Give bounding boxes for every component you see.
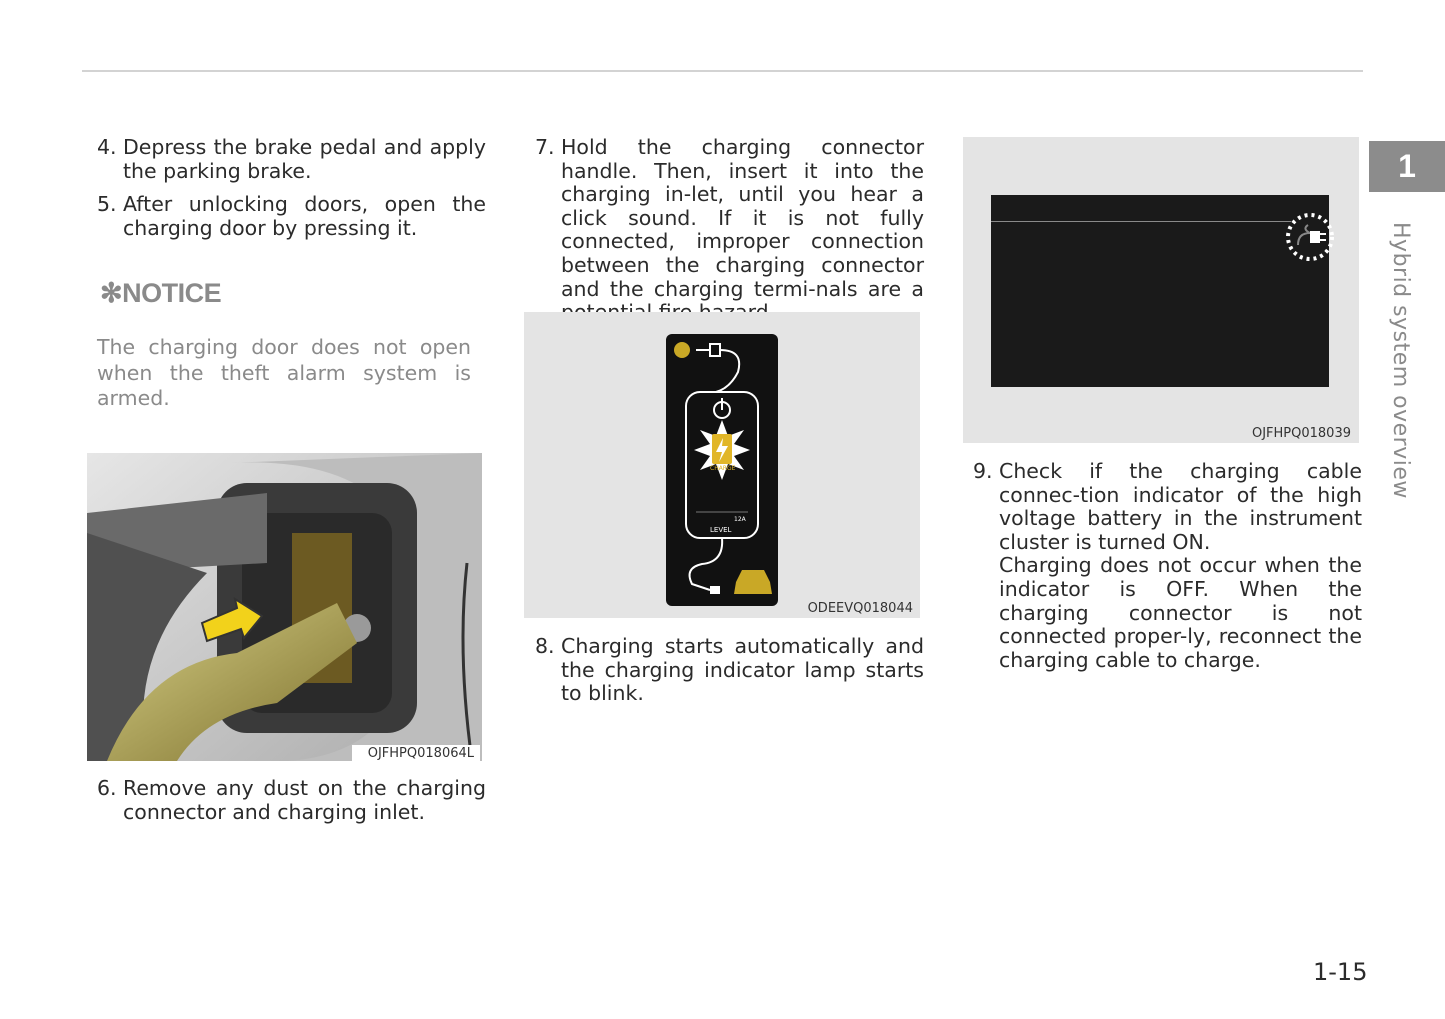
charging-inlet-illustration bbox=[87, 453, 482, 761]
step-9-text: Check if the charging cable connec-tion indicator of the high voltage battery in the instrument cluster is turned ON. bbox=[999, 459, 1362, 554]
cluster-divider bbox=[991, 221, 1291, 222]
step-number: 4. bbox=[97, 135, 117, 159]
step-7 bbox=[535, 136, 924, 325]
indicator-amp-label: 12A bbox=[734, 516, 746, 523]
section-label: Hybrid system overview bbox=[1388, 222, 1413, 499]
page-number: 1-15 bbox=[1313, 958, 1368, 986]
figure-code: ODEEVQ018044 bbox=[807, 601, 913, 616]
step-text: Hold the charging connector handle. Then, insert it into the charging in-let, until you hear a click sound. If it is not fully connected, improper connection between the charging connector and the charging termi-nals are a bbox=[561, 135, 924, 301]
column-middle bbox=[535, 136, 924, 335]
step-text: Depress the brake pedal and apply the parking brake. bbox=[123, 135, 486, 183]
column-left bbox=[97, 136, 486, 250]
figure-charging-indicator bbox=[524, 312, 920, 618]
step-9 bbox=[973, 460, 1362, 672]
step-text: Charging starts automatically and the charging indicator lamp starts to blink. bbox=[561, 634, 924, 706]
column-right bbox=[973, 460, 1362, 682]
cluster-display bbox=[991, 195, 1329, 387]
notice-text: The charging door does not open when the theft alarm system is armed. bbox=[97, 335, 471, 410]
notice-title: NOTICE bbox=[122, 278, 222, 308]
step-4 bbox=[97, 136, 486, 183]
notice-symbol-icon: ✻ bbox=[100, 278, 123, 308]
notice-heading bbox=[100, 278, 221, 309]
step-5 bbox=[97, 193, 486, 240]
step-text: After unlocking doors, open the charging door by pressing it. bbox=[123, 192, 486, 240]
charging-cable-connection-icon bbox=[1280, 207, 1340, 267]
step-text: Remove any dust on the charging connector and charging inlet. bbox=[123, 776, 486, 824]
header-rule bbox=[82, 70, 1363, 72]
column-middle-bottom bbox=[535, 635, 924, 716]
section-tab: 1 bbox=[1369, 141, 1445, 192]
step-number: 9. bbox=[973, 459, 993, 483]
step-text bbox=[999, 460, 1362, 672]
indicator-charge-label: CHARGE bbox=[710, 465, 736, 472]
step-number: 8. bbox=[535, 634, 555, 658]
step-9-note: Charging does not occur when the indicator is OFF. When the charging connector is not connected proper-ly, reconnect the charging cable to charge. bbox=[999, 553, 1362, 672]
figure-charging-inlet-photo bbox=[87, 453, 482, 761]
step-number: 6. bbox=[97, 776, 117, 800]
step-number: 7. bbox=[535, 135, 555, 159]
indicator-level-label: LEVEL bbox=[710, 526, 732, 534]
figure-code: OJFHPQ018064L bbox=[367, 746, 474, 761]
figure-code: OJFHPQ018039 bbox=[1251, 426, 1351, 441]
step-6 bbox=[97, 777, 486, 824]
figure-instrument-cluster bbox=[963, 137, 1359, 443]
step-number: 5. bbox=[97, 192, 117, 217]
column-left-bottom bbox=[97, 777, 486, 834]
step-8 bbox=[535, 635, 924, 706]
